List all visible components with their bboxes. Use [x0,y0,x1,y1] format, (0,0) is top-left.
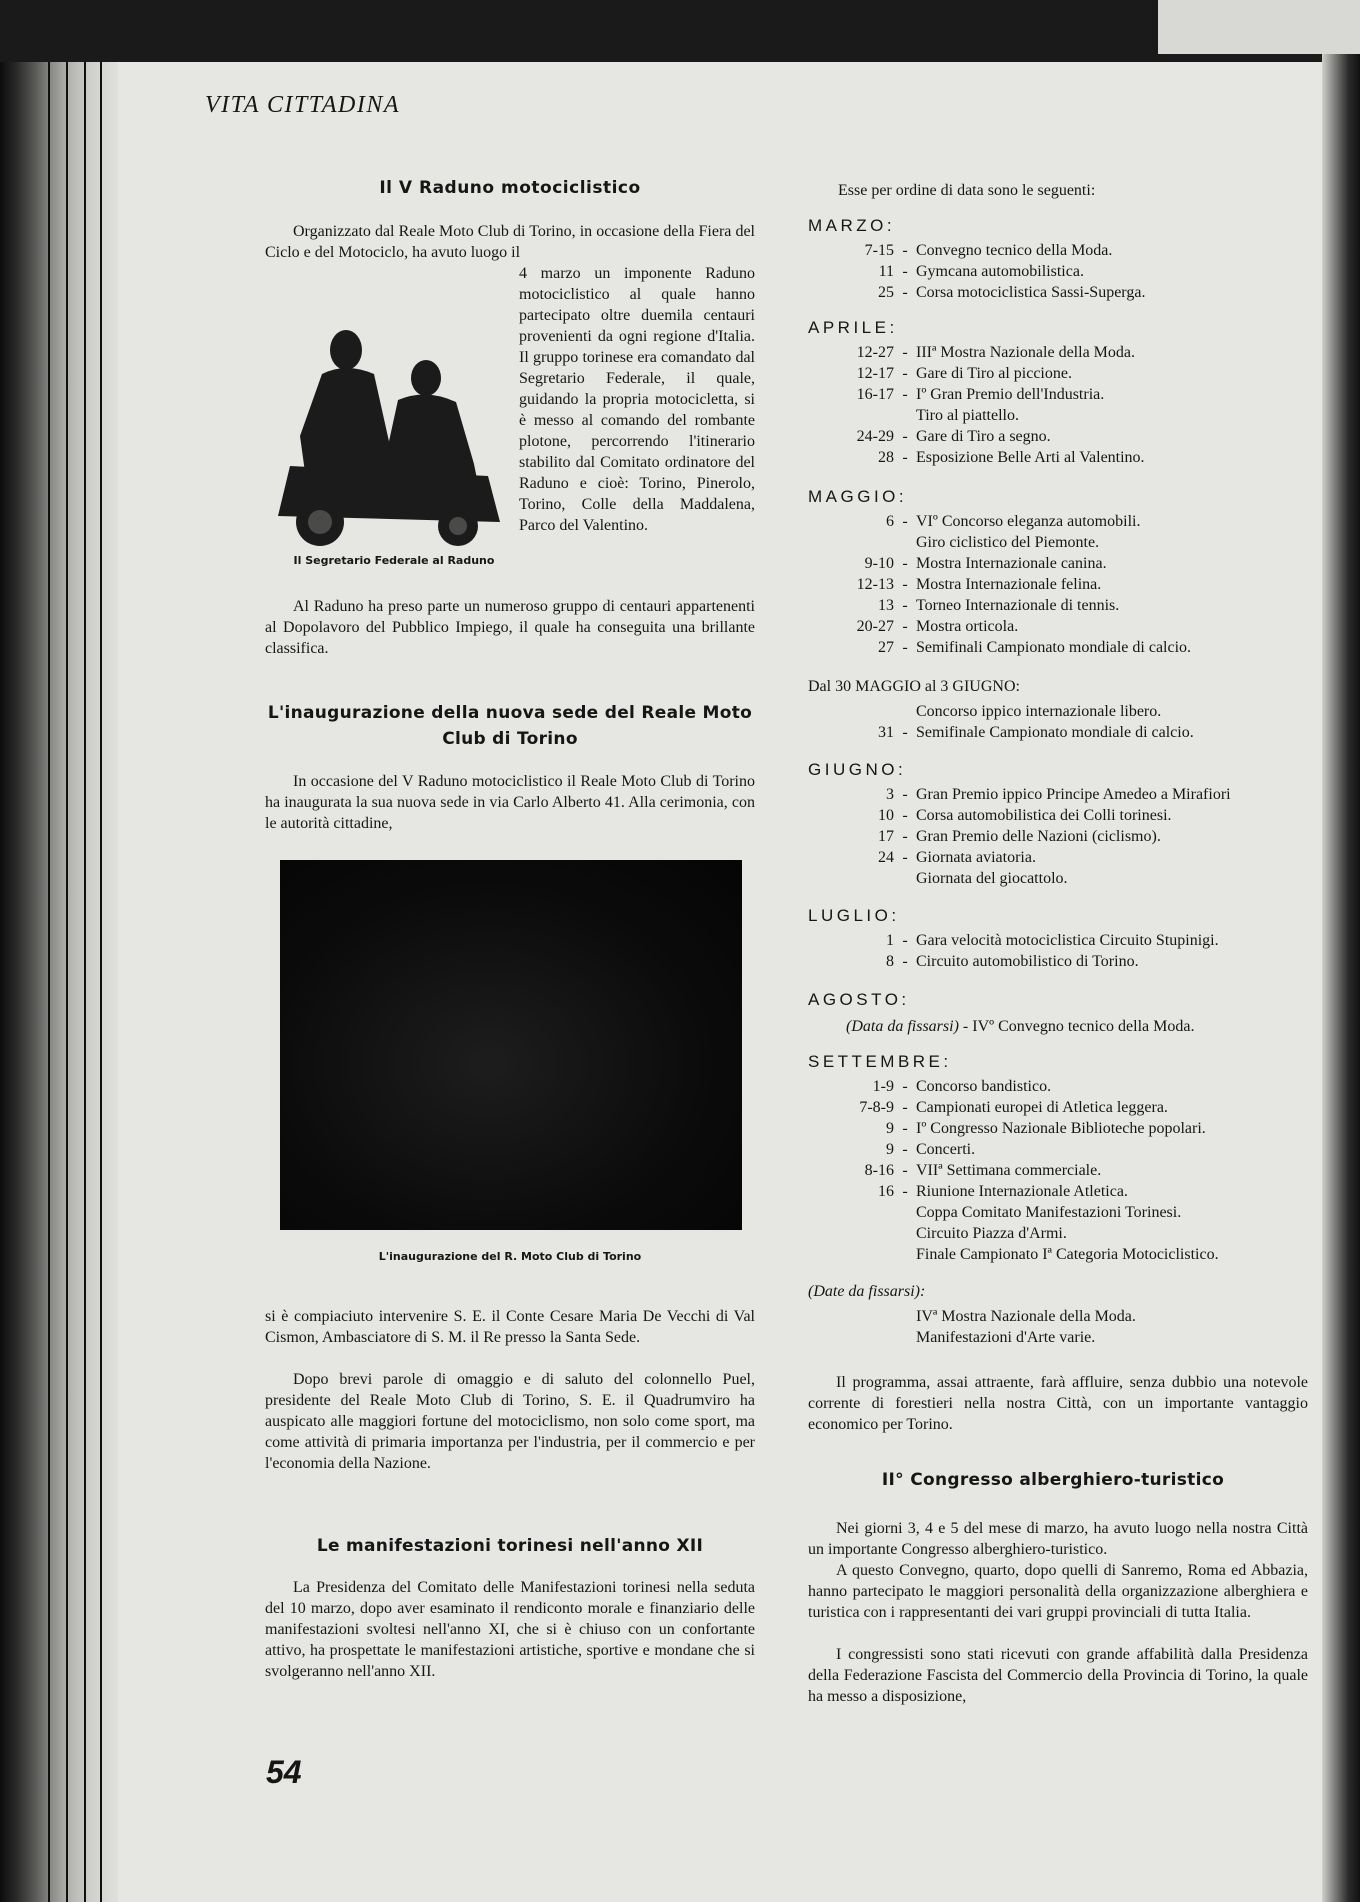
article-congresso-p2: A questo Convegno, quarto, dopo quelli di Sanremo, Roma ed Abbazia, hanno partecipato le maggiori personalità della organizzazione alberghiera e turistica con i rappresentanti dei vari gruppi provinciali di tutta Italia. [808,1562,1308,1621]
article-title-inaugurazione: L'inaugurazione della nuova sede del Reale Moto Club di Torino [267,703,753,749]
calendar-marzo [808,216,1308,303]
calendar-settembre [808,1052,1308,1265]
article-congresso-p1: Nei giorni 3, 4 e 5 del mese di marzo, ha avuto luogo nella nostra Città un importante Congresso alberghiero-turistico. [808,1520,1308,1558]
calendar-event: 17 - Gran Premio delle Nazioni (ciclismo). [878,828,1161,845]
calendar-intro: Esse per ordine di data sono le seguenti: [838,182,1096,199]
calendar-event-continuation: Concorso ippico internazionale libero. [916,703,1162,720]
running-head: VITA CITTADINA [205,92,401,118]
calendar-event-continuation: Coppa Comitato Manifestazioni Torinesi. [916,1204,1182,1221]
month-label: AGOSTO: [808,990,910,1009]
calendar-giugno [808,760,1308,889]
calendar-event: 24 - Giornata aviatoria. [878,849,1036,866]
article-raduno-intro: Organizzato dal Reale Moto Club di Torino, in occasione della Fiera del Ciclo e del Motociclo, ha avuto luogo il [265,223,755,261]
calendar-event: 12-13 - Mostra Internazionale felina. [856,576,1102,593]
month-label: SETTEMBRE: [808,1052,952,1071]
calendar-event: 9-10 - Mostra Internazionale canina. [864,555,1107,572]
spine-line [66,62,68,1902]
article-raduno-after: Al Raduno ha preso parte un numeroso gruppo di centauri appartenenti al Dopolavoro del Pubblico Impiego, il quale ha conseguita una brillante classifica. [265,598,755,657]
calendar-event: 12-27 - IIIª Mostra Nazionale della Moda. [856,344,1135,361]
calendar-date-da-fissarsi [808,1281,1308,1348]
month-label: GIUGNO: [808,760,907,779]
calendar-event-continuation: Tiro al piattello. [916,407,1019,424]
period-label: (Date da fissarsi): [808,1283,926,1300]
calendar-event-continuation: Circuito Piazza d'Armi. [916,1225,1067,1242]
calendar-event: (Data da fissarsi) - IVº Convegno tecnico della Moda. [846,1018,1195,1035]
calendar-closing-paragraph: Il programma, assai attraente, farà affluire, senza dubbio una notevole corrente di forestieri nella nostra Città, con un importante vantaggio economico per Torino. [808,1374,1308,1433]
calendar-event: 9 - Concerti. [886,1141,976,1158]
article-inaugurazione-p3: Dopo brevi parole di omaggio e di saluto del colonnello Puel, presidente del Reale Moto Club di Torino, S. E. il Quadrumviro ha auspicato alle maggiori fortune del motociclismo, non solo come sport, ma come attività di primaria importanza per l'industria, per il commercio e per l'economia della Nazione. [265,1371,755,1472]
calendar-event-continuation: Finale Campionato Iª Categoria Motociclistico. [916,1246,1219,1263]
calendar-event-continuation: IVª Mostra Nazionale della Moda. [916,1308,1136,1325]
article-inaugurazione-p2: si è compiaciuto intervenire S. E. il Conte Cesare Maria De Vecchi di Val Cismon, Ambasciatore di S. M. il Re presso la Santa Sede. [265,1308,755,1346]
calendar-aprile [808,318,1308,468]
article-title-manifestazioni: Le manifestazioni torinesi nell'anno XII [316,1536,704,1556]
calendar-event: 10 - Corsa automobilistica dei Colli torinesi. [878,807,1172,824]
calendar-event: 6 - VIº Concorso eleganza automobili. [886,513,1141,530]
spine-line [100,62,102,1902]
article-congresso-p3: I congressisti sono stati ricevuti con grande affabilità dalla Presidenza della Federazione Fascista del Commercio della Provincia di Torino, la quale ha messo a disposizione, [808,1646,1308,1705]
month-label: APRILE: [808,318,898,337]
calendar-maggio-giugno [808,676,1308,743]
calendar-event: 11 - Gymcana automobilistica. [878,263,1084,280]
calendar-event-continuation: Manifestazioni d'Arte varie. [916,1329,1096,1346]
article-inaugurazione-p1: In occasione del V Raduno motociclistico il Reale Moto Club di Torino ha inaugurata la sua nuova sede in via Carlo Alberto 41. Alla cerimonia, con le autorità cittadine, [265,773,755,832]
spine-line [48,62,50,1902]
calendar-event: 16 - Riunione Internazionale Atletica. [878,1183,1128,1200]
calendar-event: 31 - Semifinale Campionato mondiale di calcio. [878,724,1194,741]
month-label: MARZO: [808,216,896,235]
calendar-event: 25 - Corsa motociclistica Sassi-Superga. [878,284,1146,301]
calendar-event: 8-16 - VIIª Settimana commerciale. [864,1162,1102,1179]
calendar-event: 7-8-9 - Campionati europei di Atletica leggera. [859,1099,1168,1116]
scan-top-border [0,0,1360,62]
calendar-event: 13 - Torneo Internazionale di tennis. [878,597,1120,614]
calendar-event: 1 - Gara velocità motociclistica Circuito Stupinigi. [886,932,1219,949]
calendar-event: 7-15 - Convegno tecnico della Moda. [864,242,1113,259]
month-label: MAGGIO: [808,487,908,506]
month-label: LUGLIO: [808,906,900,925]
spine-line [84,62,86,1902]
calendar-event: 24-29 - Gare di Tiro a segno. [856,428,1051,445]
calendar-agosto [808,990,1308,1037]
scan-corner [1158,0,1360,54]
article-raduno-narrow-text: 4 marzo un imponente Raduno motociclistico al quale hanno partecipato oltre duemila centauri provenienti da ogni regione d'Italia. Il gruppo torinese era comandato dal Segretario Federale, il quale, guidando la propria motocicletta, si è messo al comando del rombante plotone, percorrendo l'itinerario stabilito dal Comitato ordinatore del Raduno e cioè: Torino, Pinerolo, Torino, Colle della Maddalena, Parco del Valentino. [519,265,755,534]
calendar-event: 16-17 - Iº Gran Premio dell'Industria. [856,386,1105,403]
page-right-edge [1322,54,1360,1902]
photo-inauguration [280,860,742,1230]
calendar-event: 1-9 - Concorso bandistico. [872,1078,1052,1095]
calendar-event: 9 - Iº Congresso Nazionale Biblioteche popolari. [886,1120,1206,1137]
article-title-congresso: II° Congresso alberghiero-turistico [881,1470,1225,1490]
article-manifestazioni-p1: La Presidenza del Comitato delle Manifestazioni torinesi nella seduta del 10 marzo, dopo aver esaminato il rendiconto morale e finanziario delle manifestazioni svoltesi nell'anno XI, che si è chiuso con un confortante attivo, ha prospettate le manifestazioni artistiche, sportive e mondane che si svolgeranno nell'anno XII. [265,1579,755,1680]
calendar-event: 27 - Semifinali Campionato mondiale di calcio. [878,639,1192,656]
motorcyclists-illustration [278,326,510,546]
calendar-luglio [808,906,1308,972]
article-title-raduno: Il V Raduno motociclistico [379,178,641,198]
period-label: Dal 30 MAGGIO al 3 GIUGNO: [808,678,1020,695]
calendar-event: 12-17 - Gare di Tiro al piccione. [856,365,1072,382]
calendar-event: 8 - Circuito automobilistico di Torino. [886,953,1139,970]
calendar-event-continuation: Giornata del giocattolo. [916,870,1068,887]
calendar-event: 20-27 - Mostra orticola. [856,618,1019,635]
photo-caption-raduno: Il Segretario Federale al Raduno [293,554,495,567]
calendar-event: 28 - Esposizione Belle Arti al Valentino. [878,449,1145,466]
page-number: 54 [266,1754,302,1790]
calendar-event: 3 - Gran Premio ippico Principe Amedeo a Mirafiori [886,786,1231,803]
photo-motorcyclists [278,326,510,546]
photo-caption-inaugurazione: L'inaugurazione del R. Moto Club di Torino [378,1250,642,1263]
calendar-event-continuation: Giro ciclistico del Piemonte. [916,534,1100,551]
calendar-maggio [808,487,1308,658]
